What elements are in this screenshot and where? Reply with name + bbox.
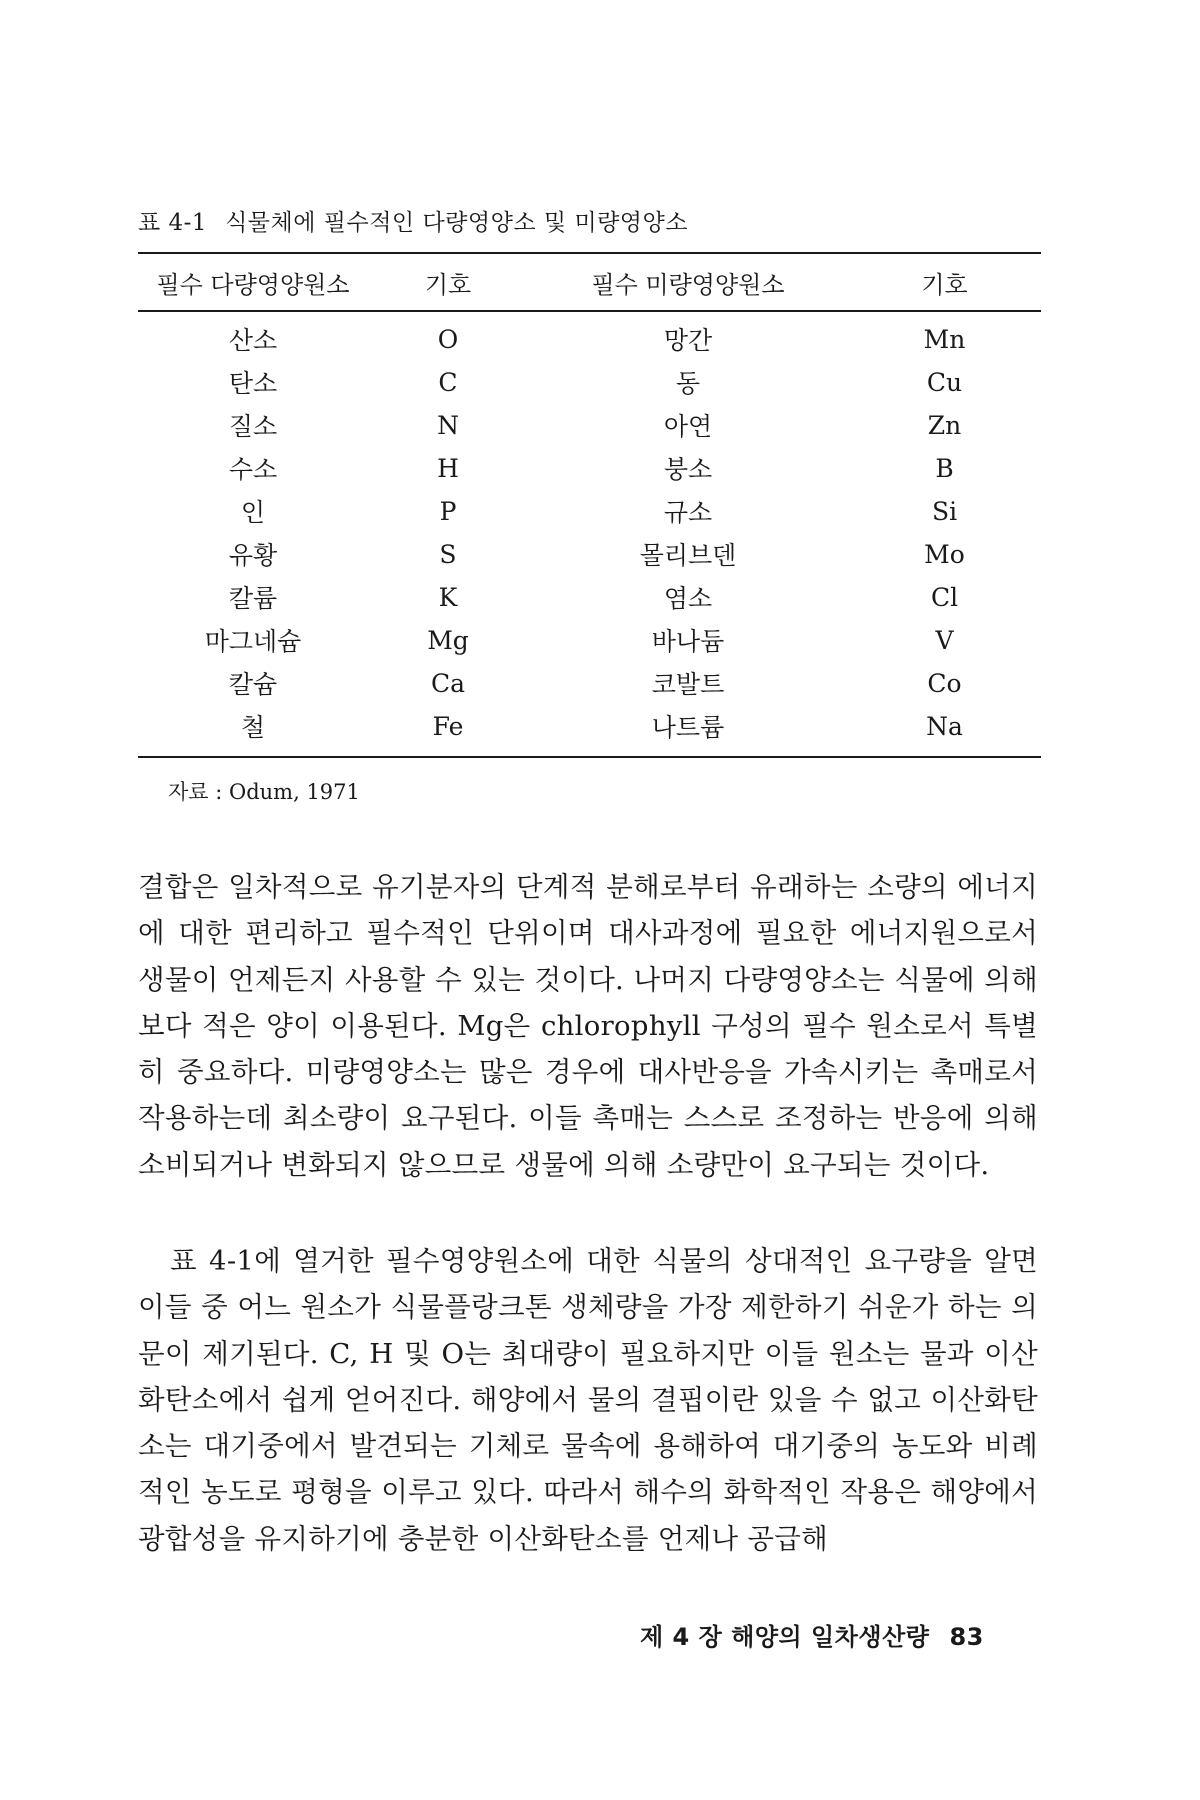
micro-symbol-cell: Na [926, 711, 963, 741]
micro-element-cell: 코발트 [651, 670, 725, 699]
macro-symbol-cell: O [437, 324, 459, 354]
macro-element-cell: 산소 [228, 326, 278, 355]
micro-element-cell: 붕소 [663, 455, 713, 484]
body-paragraph-2: 표 4-1에 열거한 필수영양원소에 대한 식물의 상대적인 요구량을 알면 이들 중 어느 원소가 식물플랑크톤 생체량을 가장 제한하기 쉬운가 하는 의문이 제기된다. C, H 및 O는 최대량이 필요하지만 이들 원소는 물과 이산화탄소에서 쉽게 얻어진다. 해양에서 물의 결핍이란 있을 수 없고 이산화탄소는 대기중에서 발견되는 기체로 물속에 용해하여 대기중의 농도와 비례적인 농도로 평형을 이루고 있다. 따라서 해수의 화학적인 작용은 해양에서 광합성을 유지하기에 충분한 이산화탄소를 언제나 공급해 [138, 1245, 1038, 1555]
macro-element-cell: 수소 [228, 455, 278, 484]
micro-symbol-cell: B [935, 453, 954, 483]
table-row [138, 705, 1041, 748]
micro-element-cell: 망간 [663, 326, 713, 355]
body-paragraph-1: 결합은 일차적으로 유기분자의 단계적 분해로부터 유래하는 소량의 에너지에 대한 편리하고 필수적인 단위이며 대사과정에 필요한 에너지원으로서 생물이 언제든지 사용할 수 있는 것이다. 나머지 다량영양소는 식물에 의해 보다 적은 양이 이용된다. Mg은 chlorophyll 구성의 필수 원소로서 특별히 중요하다. 미량영양소는 많은 경우에 대사반응을 가속시키는 촉매로서 작용하는데 최소량이 요구된다. 이들 촉매는 스스로 조정하는 반응에 의해 소비되거나 변화되지 않으므로 생물에 의해 소량만이 요구되는 것이다. [138, 871, 1038, 1181]
macro-element-cell: 칼륨 [228, 584, 278, 613]
header-micro-element: 필수 미량영양원소 [591, 270, 785, 299]
macro-element-cell: 마그네슘 [204, 627, 302, 656]
macro-symbol-cell: C [438, 367, 458, 397]
micro-symbol-cell: Zn [927, 410, 962, 440]
macro-symbol-cell: H [437, 453, 459, 483]
running-footer [640, 1617, 984, 1652]
table-row [138, 318, 1041, 361]
micro-element-cell: 바나듐 [651, 627, 725, 656]
micro-symbol-cell: Cu [926, 367, 963, 397]
macro-element-cell: 탄소 [228, 369, 278, 398]
table-caption [138, 204, 688, 237]
table-bottom-rule [138, 756, 1041, 758]
table-row [138, 447, 1041, 490]
table-row [138, 576, 1041, 619]
chapter-title: 제 4 장 해양의 일차생산량 [640, 1623, 930, 1651]
macro-element-cell: 칼슘 [228, 670, 278, 699]
table-caption-label: 표 4-1 [138, 210, 208, 236]
macro-symbol-cell: K [438, 582, 458, 612]
macro-symbol-cell: Mg [427, 625, 469, 655]
micro-symbol-cell: Mo [924, 539, 965, 569]
micro-symbol-cell: Co [927, 668, 962, 698]
micro-element-cell: 염소 [663, 584, 713, 613]
macro-symbol-cell: Fe [432, 711, 464, 741]
micro-element-cell: 아연 [663, 412, 713, 441]
header-micro-symbol: 기호 [921, 270, 968, 299]
macro-element-cell: 질소 [228, 412, 278, 441]
micro-symbol-cell: Mn [923, 324, 966, 354]
table-row [138, 619, 1041, 662]
micro-element-cell: 나트륨 [651, 713, 725, 742]
nutrient-table [138, 252, 1041, 758]
table-row [138, 361, 1041, 404]
macro-element-cell: 인 [240, 498, 266, 527]
macro-symbol-cell: S [439, 539, 457, 569]
table-source-note: 자료 : Odum, 1971 [168, 780, 360, 804]
table-row [138, 662, 1041, 705]
table-row [138, 533, 1041, 576]
table-row [138, 490, 1041, 533]
table-row [138, 404, 1041, 447]
macro-element-cell: 유황 [228, 541, 278, 570]
micro-symbol-cell: V [935, 625, 954, 655]
page-number: 83 [949, 1623, 984, 1651]
macro-symbol-cell: N [437, 410, 459, 440]
micro-symbol-cell: Cl [930, 582, 959, 612]
table-header-row [138, 254, 1041, 310]
micro-element-cell: 몰리브덴 [639, 541, 737, 570]
header-macro-symbol: 기호 [424, 270, 472, 299]
micro-element-cell: 동 [675, 369, 701, 398]
table-body [138, 312, 1041, 756]
macro-symbol-cell: P [439, 496, 457, 526]
micro-element-cell: 규소 [663, 498, 713, 527]
macro-element-cell: 철 [240, 713, 266, 742]
table-caption-title: 식물체에 필수적인 다량영양소 및 미량영양소 [225, 210, 688, 236]
macro-symbol-cell: Ca [430, 668, 466, 698]
header-macro-element: 필수 다량영양원소 [156, 270, 350, 299]
micro-symbol-cell: Si [931, 496, 958, 526]
